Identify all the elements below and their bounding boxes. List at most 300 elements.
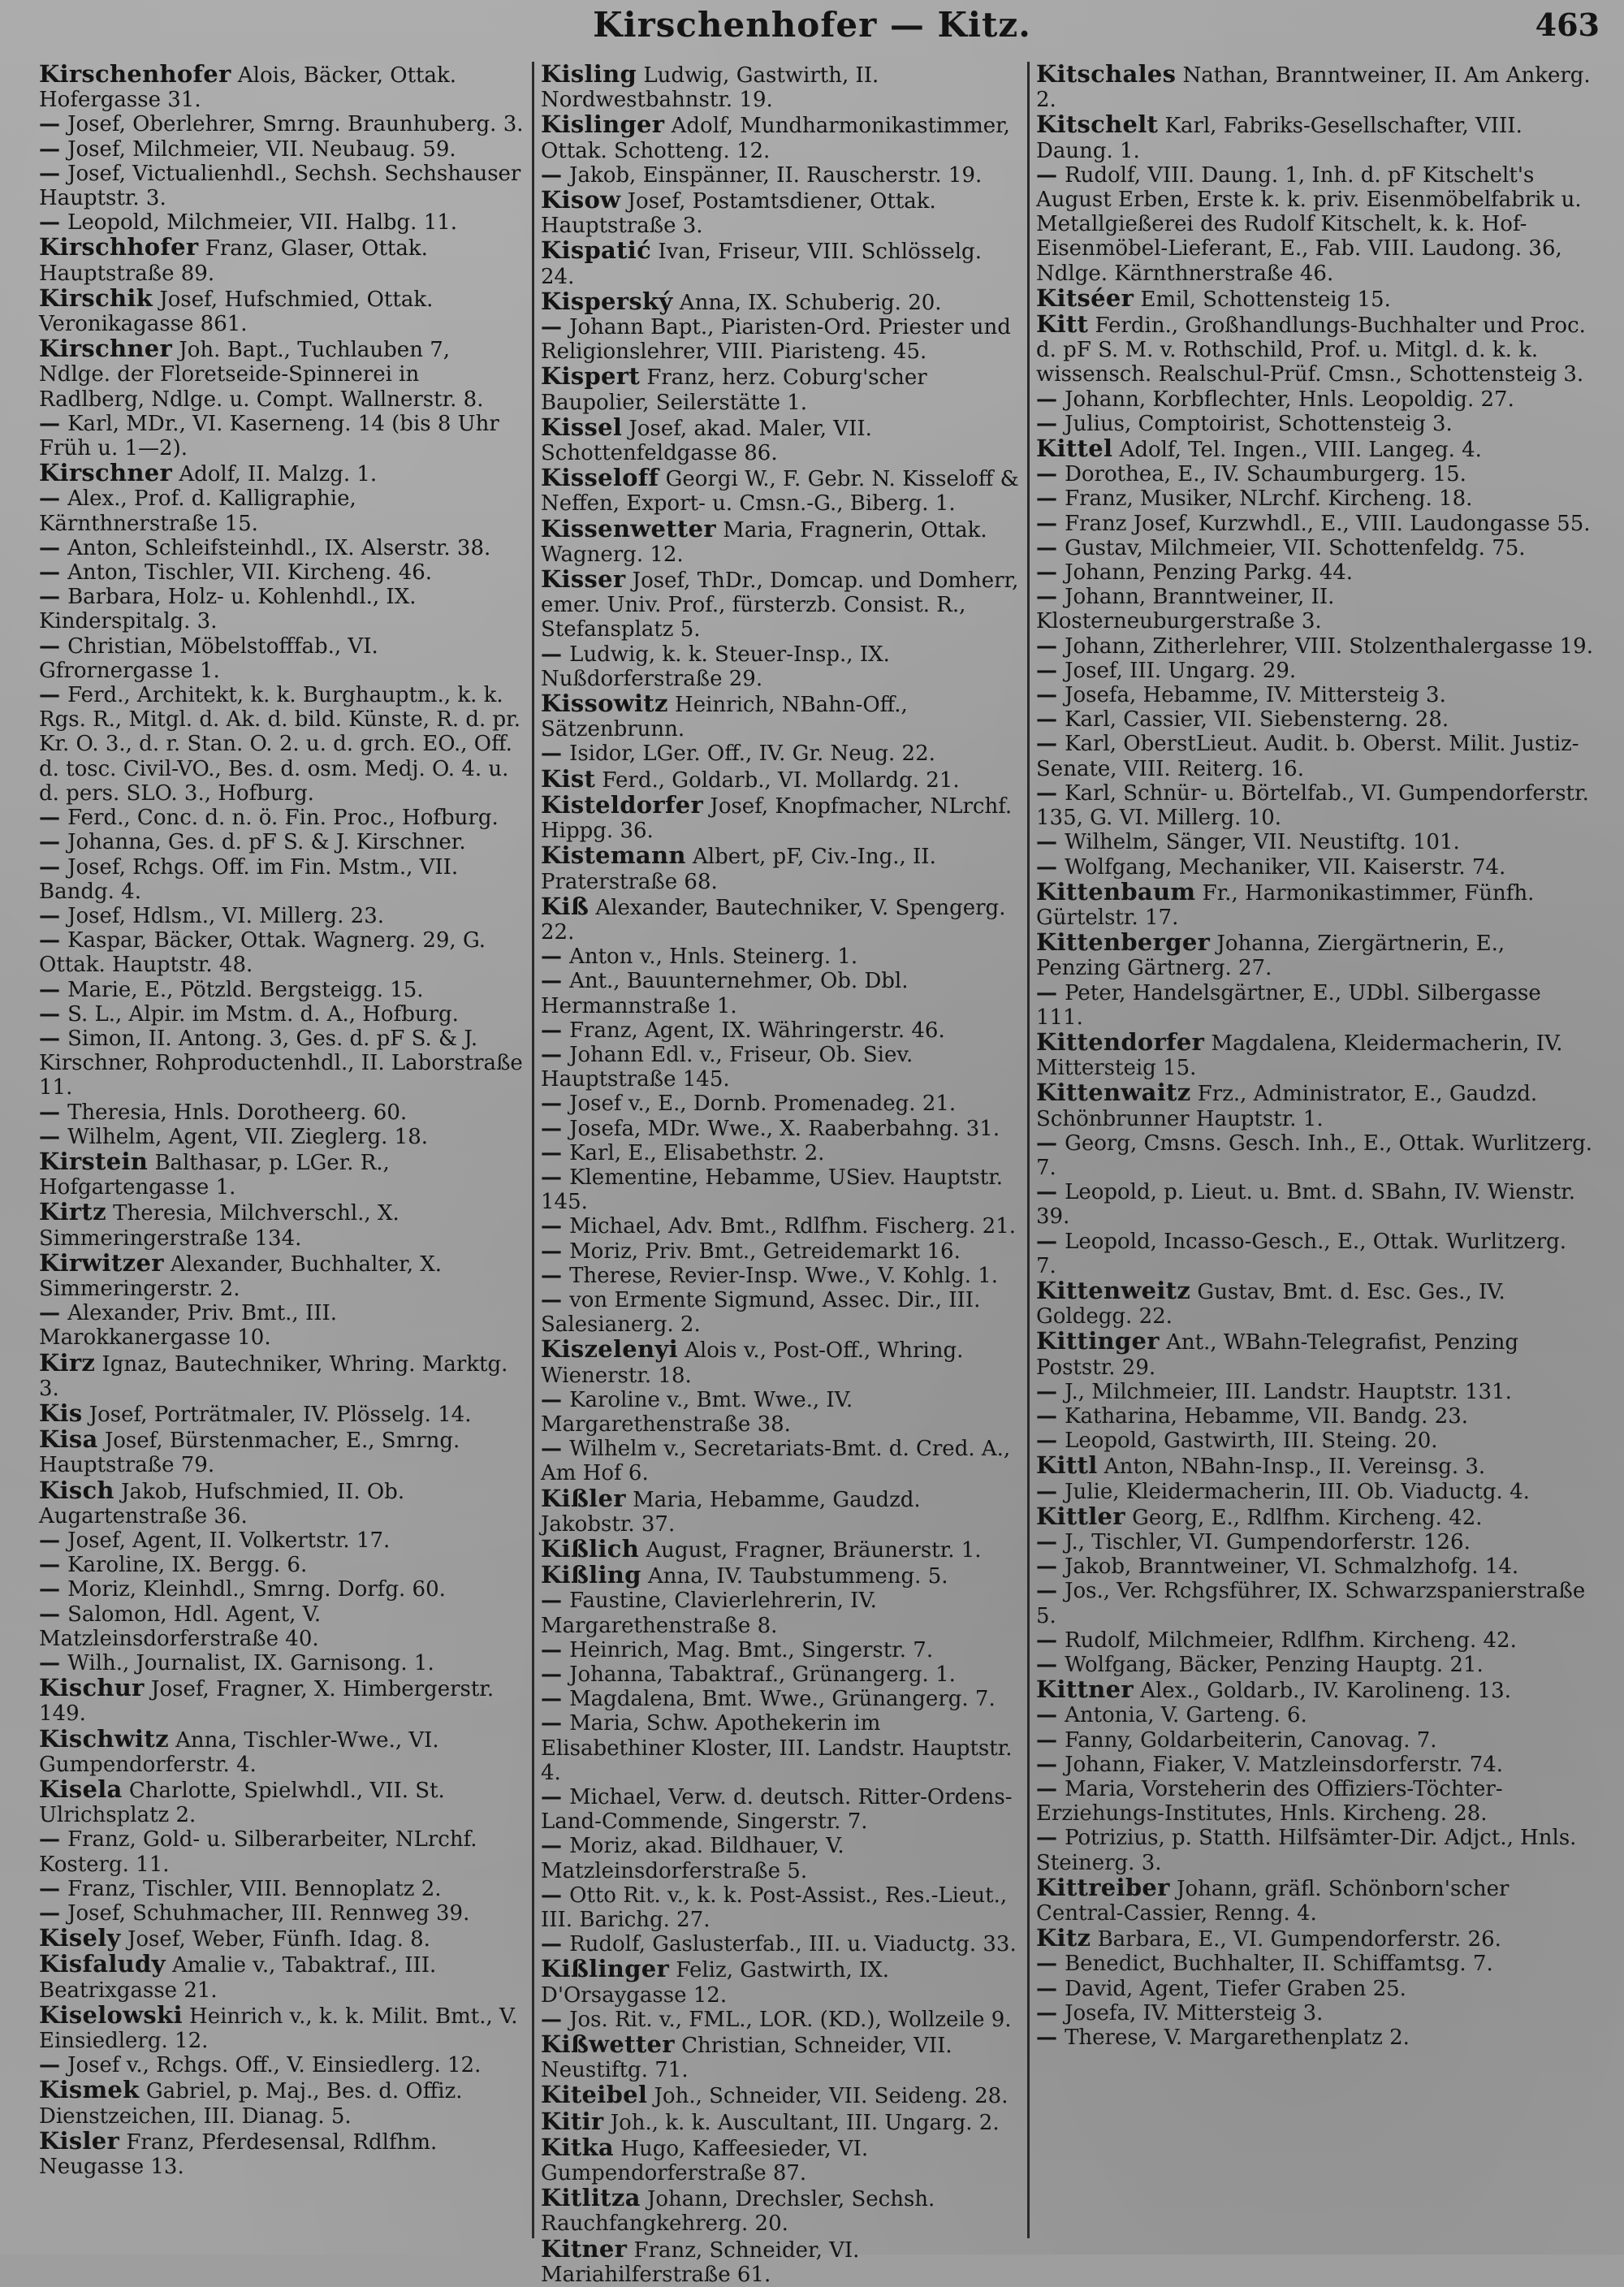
directory-entry xyxy=(39,634,525,683)
directory-entry xyxy=(541,1956,1021,2007)
directory-entry xyxy=(1036,112,1593,162)
directory-entry xyxy=(1036,1230,1593,1278)
entry-details: Franz, Gold- u. Silberarbeiter, NLrchf. Kosterg. 11. xyxy=(39,1827,477,1877)
directory-entry xyxy=(39,137,525,162)
entry-details: Anna, IV. Taubstummeng. 5. xyxy=(648,1564,948,1589)
directory-entry xyxy=(39,1901,525,1926)
entry-details: Franz, Agent, IX. Währingerstr. 46. xyxy=(569,1018,945,1043)
directory-entry xyxy=(39,2053,525,2077)
entry-surname: Kitlitza xyxy=(541,2184,641,2212)
entry-details: Karl, Cassier, VII. Siebensterng. 28. xyxy=(1065,707,1449,733)
directory-entry xyxy=(39,1827,525,1876)
entry-dash: — xyxy=(1036,780,1065,806)
directory-entry xyxy=(39,1125,525,1149)
directory-entry xyxy=(541,1589,1021,1637)
entry-surname: Kisely xyxy=(39,1924,121,1952)
directory-entry xyxy=(1036,1628,1593,1653)
entry-dash: — xyxy=(541,1116,570,1141)
entry-dash: — xyxy=(1036,1131,1065,1156)
directory-entry xyxy=(541,945,1021,969)
entry-details: Johann, Branntweiner, II. Klosterneuburgerstraße 3. xyxy=(1036,585,1335,634)
entry-details: David, Agent, Tiefer Graben 25. xyxy=(1065,1976,1406,2001)
directory-entry xyxy=(39,412,525,460)
entry-surname: Kitschales xyxy=(1036,60,1177,88)
entry-details: Johann Bapt., Piaristen-Ord. Priester und Religionslehrer, VIII. Piaristeng. 45. xyxy=(541,315,1011,365)
directory-entry xyxy=(541,1288,1021,1337)
entry-details: Heinrich, NBahn-Off., Sätzenbrunn. xyxy=(541,693,908,742)
directory-entry xyxy=(541,2109,1021,2135)
directory-entry xyxy=(541,1214,1021,1239)
entry-details: Josef, III. Ungarg. 29. xyxy=(1065,658,1297,683)
entry-details: Johann, Zitherlehrer, VIII. Stolzenthalergasse 19. xyxy=(1065,633,1593,659)
directory-entry xyxy=(39,1926,525,1952)
entry-details: Anton, Schleifsteinhdl., IX. Alserstr. 38. xyxy=(67,535,491,560)
entry-details: Franz, herz. Coburg'scher Baupolier, Seilerstätte 1. xyxy=(541,365,927,415)
entry-details: Gabriel, p. Maj., Bes. d. Offiz. Dienstzeichen, III. Dianag. 5. xyxy=(39,2079,463,2129)
entry-details: Josef, Hdlsm., VI. Millerg. 23. xyxy=(67,903,384,928)
entry-surname: Kisela xyxy=(39,1775,123,1804)
column-3 xyxy=(1027,62,1600,2238)
entry-surname: Kisa xyxy=(39,1425,98,1454)
entry-dash: — xyxy=(1036,486,1065,512)
entry-surname: Kittenbaum xyxy=(1036,877,1196,906)
directory-entry xyxy=(39,235,525,285)
directory-entry xyxy=(541,163,1021,188)
entry-details: J., Tischler, VI. Gumpendorferstr. 126. xyxy=(1065,1529,1471,1554)
directory-entry xyxy=(541,2234,1021,2287)
entry-details: Christian, Möbelstofffab., VI. Gfrornergasse 1. xyxy=(39,633,378,683)
entry-dash: — xyxy=(1036,658,1065,683)
directory-entry xyxy=(541,1486,1021,1537)
entry-surname: Kitka xyxy=(541,2133,615,2161)
entry-dash: — xyxy=(39,1528,68,1553)
entry-dash: — xyxy=(39,854,68,880)
directory-entry xyxy=(541,289,1021,315)
directory-entry xyxy=(1036,163,1593,286)
directory-entry xyxy=(1036,512,1593,536)
directory-entry xyxy=(1036,387,1593,412)
entry-dash: — xyxy=(39,1827,68,1853)
entry-details: Karl, Schnür- u. Börtelfab., VI. Gumpendorferstr. 135, G. VI. Millerg. 10. xyxy=(1036,780,1589,831)
entry-surname: Kittl xyxy=(1036,1451,1098,1480)
entry-details: Therese, V. Margarethenplatz 2. xyxy=(1065,2025,1410,2051)
directory-entry xyxy=(1036,877,1593,930)
entry-dash: — xyxy=(1036,1752,1065,1777)
entry-surname: Kiszelenyi xyxy=(541,1335,678,1364)
directory-entry xyxy=(541,1534,1021,1563)
entry-details: Alois v., Post-Off., Whring. Wienerstr. 18. xyxy=(541,1338,964,1388)
entry-dash: — xyxy=(541,1387,570,1412)
entry-details: Josef, Milchmeier, VII. Neubaug. 59. xyxy=(67,136,456,162)
directory-entry xyxy=(541,2135,1021,2185)
entry-details: Charlotte, Spielwhdl., VII. St. Ulrichsplatz 2. xyxy=(39,1779,445,1828)
entry-details: Ivan, Friseur, VIII. Schlösselg. 24. xyxy=(541,240,982,289)
entry-details: Hugo, Kaffeesieder, VI. Gumpendorferstraße 87. xyxy=(541,2136,869,2186)
entry-surname: Kirstein xyxy=(39,1147,149,1175)
entry-details: Therese, Revier-Insp. Wwe., V. Kohlg. 1. xyxy=(569,1263,999,1288)
entry-details: Magdalena, Kleidermacherin, IV. Mittersteig 15. xyxy=(1036,1031,1563,1081)
entry-surname: Kischwitz xyxy=(39,1724,169,1753)
entry-dash: — xyxy=(39,830,68,855)
directory-entry xyxy=(1036,1080,1593,1131)
entry-details: Jakob, Einspänner, II. Rauscherstr. 19. xyxy=(569,162,983,188)
directory-entry xyxy=(1036,830,1593,854)
entry-surname: Kissel xyxy=(541,413,623,441)
entry-details: Ferd., Goldarb., VI. Mollardg. 21. xyxy=(602,767,960,793)
entry-details: Fanny, Goldarbeiterin, Canovag. 7. xyxy=(1065,1727,1437,1753)
entry-dash: — xyxy=(39,683,68,708)
entry-details: Johanna, Ges. d. pF S. & J. Kirschner. xyxy=(67,830,466,855)
entry-details: Josef, Victualienhdl., Sechsh. Sechshauser Hauptstr. 3. xyxy=(39,161,521,211)
entry-details: Klementine, Hebamme, USiev. Hauptstr. 145. xyxy=(541,1165,1004,1215)
entry-surname: Kirwitzer xyxy=(39,1248,164,1277)
entry-dash: — xyxy=(541,1018,570,1043)
directory-entry xyxy=(39,162,525,210)
entry-details: Leopold, Milchmeier, VII. Halbg. 11. xyxy=(67,210,458,236)
directory-entry xyxy=(1036,1554,1593,1579)
directory-entry xyxy=(541,741,1021,766)
directory-entry xyxy=(39,978,525,1002)
entry-details: Georgi W., F. Gebr. N. Kisseloff & Neffen, Export- u. Cmsn.-G., Biberg. 1. xyxy=(541,467,1019,517)
directory-entry xyxy=(39,1200,525,1250)
directory-entry xyxy=(541,415,1021,465)
entry-dash: — xyxy=(39,486,68,512)
directory-entry xyxy=(39,1528,525,1553)
entry-details: Emil, Schottensteig 15. xyxy=(1140,287,1391,312)
entry-details: Leopold, Incasso-Gesch., E., Ottak. Wurlitzerg. 7. xyxy=(1036,1229,1567,1278)
entry-dash: — xyxy=(541,1165,570,1190)
entry-surname: Kisfaludy xyxy=(39,1950,166,1978)
entry-details: Ludwig, k. k. Steuer-Insp., IX. Nußdorferstraße 29. xyxy=(541,642,890,691)
directory-entry xyxy=(39,928,525,977)
entry-details: Theresia, Milchverschl., X. Simmeringerstraße 134. xyxy=(39,1201,400,1251)
entry-details: Franz, Musiker, NLrchf. Kircheng. 18. xyxy=(1065,486,1473,512)
entry-dash: — xyxy=(1036,387,1065,412)
entry-details: Joh. Bapt., Tuchlauben 7, Ndlge. der Floretseide-Spinnerei in Radlberg, Ndlge. u. Compt. Wallnerstr. 8. xyxy=(39,338,484,412)
directory-entry xyxy=(541,969,1021,1018)
entry-details: Barbara, Holz- u. Kohlenhdl., IX. Kinderspitalg. 3. xyxy=(39,585,417,634)
entry-details: Wilhelm, Agent, VII. Zieglerg. 18. xyxy=(67,1124,429,1149)
entry-dash: — xyxy=(541,1042,570,1067)
directory-entry xyxy=(39,2126,525,2180)
entry-details: Maria, Fragnerin, Ottak. Wagnerg. 12. xyxy=(541,517,987,567)
entry-details: Potrizius, p. Statth. Hilfsämter-Dir. Adjct., Hnls. Steinerg. 3. xyxy=(1036,1826,1577,1875)
directory-entry xyxy=(39,283,525,337)
entry-dash: — xyxy=(1036,1952,1065,1977)
entry-dash: — xyxy=(541,1883,570,1908)
entry-details: Frz., Administrator, E., Gaudzd. Schönbrunner Hauptstr. 1. xyxy=(1036,1082,1538,1131)
entry-dash: — xyxy=(1036,732,1065,757)
directory-entry xyxy=(541,567,1021,642)
directory-entry xyxy=(1036,659,1593,683)
entry-surname: Kittenweitz xyxy=(1036,1276,1191,1304)
directory-entry xyxy=(39,1675,525,1726)
entry-dash: — xyxy=(39,1602,68,1627)
directory-entry xyxy=(39,1248,525,1301)
directory-entry xyxy=(541,1883,1021,1932)
directory-entry xyxy=(541,1711,1021,1785)
entry-details: Josef, Porträtmaler, IV. Plösselg. 14. xyxy=(89,1402,472,1427)
entry-details: Franz, Tischler, VIII. Bennoplatz 2. xyxy=(67,1876,442,1901)
directory-entry xyxy=(541,112,1021,162)
entry-dash: — xyxy=(1036,1403,1065,1429)
entry-details: Rudolf, Gaslusterfab., III. u. Viaductg. 33. xyxy=(569,1932,1017,1957)
entry-dash: — xyxy=(39,1651,68,1675)
entry-details: Joh., Schneider, VII. Seideng. 28. xyxy=(654,2084,1009,2109)
entry-details: Gustav, Bmt. d. Esc. Ges., IV. Goldegg. 22. xyxy=(1036,1279,1505,1329)
entry-dash: — xyxy=(1036,462,1065,487)
entry-details: Josef v., Rchgs. Off., V. Einsiedlerg. 12. xyxy=(67,2053,482,2078)
entry-surname: Kissowitz xyxy=(541,690,668,718)
directory-entry xyxy=(541,188,1021,238)
entry-details: Ant., Bauunternehmer, Ob. Dbl. Hermannstraße 1. xyxy=(541,969,909,1018)
entry-details: Karl, Fabriks-Gesellschafter, VIII. Daung. 1. xyxy=(1036,114,1522,163)
entry-details: Georg, E., Rdlfhm. Kircheng. 42. xyxy=(1132,1505,1483,1530)
entry-dash: — xyxy=(39,210,68,236)
entry-dash: — xyxy=(1036,1479,1065,1504)
directory-entry xyxy=(39,1478,525,1528)
entry-dash: — xyxy=(39,411,68,436)
directory-entry xyxy=(1036,1429,1593,1453)
entry-details: Ferd., Architekt, k. k. Burghauptm., k. k. Rgs. R., Mitgl. d. Ak. d. bild. Künste, R. d. pr. Kr. O. 3., d. r. Stan. O. 2. u. d. grch. EO., Off. d. tosc. Civil-VO., Bes. d. osm. Medj. O. 4. u. d. pers. SLO. 3., Hofburg. xyxy=(39,683,520,806)
entry-details: Julie, Kleidermacherin, III. Ob. Viaductg. 4. xyxy=(1065,1479,1530,1504)
entry-surname: Kittner xyxy=(1036,1675,1134,1704)
entry-details: Anna, Tischler-Wwe., VI. Gumpendorferstr. 4. xyxy=(39,1727,439,1777)
entry-dash: — xyxy=(541,642,570,667)
entry-details: Josefa, IV. Mittersteig 3. xyxy=(1065,2000,1324,2025)
page-header xyxy=(0,2,1624,54)
entry-dash: — xyxy=(1036,2000,1065,2025)
entry-details: Benedict, Buchhalter, II. Schiffamtsg. 7. xyxy=(1065,1952,1493,1977)
directory-entry xyxy=(541,2008,1021,2032)
directory-entry xyxy=(1036,1926,1593,1952)
directory-entry xyxy=(1036,462,1593,486)
entry-dash: — xyxy=(39,2053,68,2078)
directory-entry xyxy=(1036,1677,1593,1703)
entry-surname: Kißwetter xyxy=(541,2030,675,2059)
entry-surname: Kisch xyxy=(39,1476,114,1504)
directory-entry xyxy=(1036,1777,1593,1826)
entry-dash: — xyxy=(1036,411,1065,436)
entry-details: Salomon, Hdl. Agent, V. Matzleinsdorferstraße 40. xyxy=(39,1602,322,1651)
entry-surname: Kiß xyxy=(541,892,590,920)
directory-entry xyxy=(39,830,525,854)
entry-details: Barbara, E., VI. Gumpendorferstr. 26. xyxy=(1097,1927,1501,1952)
directory-entry xyxy=(541,894,1021,945)
entry-surname: Kitt xyxy=(1036,310,1089,339)
entry-surname: Kirschner xyxy=(39,459,173,487)
entry-details: Ferdin., Großhandlungs-Buchhalter und Proc. d. pF S. M. v. Rothschild, Prof. u. Mitgl. d. k. k. wissensch. Realschul-Prüf. Cmsn., Schottensteig 3. xyxy=(1036,313,1586,387)
entry-details: Balthasar, p. LGer. R., Hofgartengasse 1. xyxy=(39,1150,390,1200)
directory-entry xyxy=(541,764,1021,793)
directory-entry xyxy=(541,1687,1021,1711)
entry-details: Wolfgang, Bäcker, Penzing Hauptg. 21. xyxy=(1065,1653,1484,1677)
entry-surname: Kisow xyxy=(541,186,621,214)
entry-details: Anton, Tischler, VII. Kircheng. 46. xyxy=(67,560,433,586)
entry-details: August, Fragner, Bräunerstr. 1. xyxy=(646,1537,982,1563)
directory-entry xyxy=(1036,486,1593,511)
entry-surname: Kißlinger xyxy=(541,1955,670,1983)
entry-details: Maria, Vorsteherin des Offiziers-Töchter-Erziehungs-Institutes, Hnls. Kircheng. 28. xyxy=(1036,1777,1503,1827)
entry-dash: — xyxy=(1036,1703,1065,1728)
entry-dash: — xyxy=(1036,1976,1065,2001)
entry-details: Josef, Hufschmied, Ottak. Veronikagasse 861. xyxy=(39,287,434,337)
entry-details: Josef, ThDr., Domcap. und Domherr, emer. Univ. Prof., fürsterzb. Consist. R., Stefansplatz 5. xyxy=(541,569,1019,642)
entry-details: Wilh., Journalist, IX. Garnisong. 1. xyxy=(67,1651,434,1675)
directory-entry xyxy=(39,486,525,535)
entry-details: Gustav, Milchmeier, VII. Schottenfeldg. 75. xyxy=(1065,535,1526,560)
directory-entry xyxy=(541,2082,1021,2108)
entry-surname: Kisling xyxy=(541,60,637,88)
entry-details: Adolf, Mundharmonikastimmer, Ottak. Schotteng. 12. xyxy=(541,114,1010,163)
entry-details: Wilhelm, Sänger, VII. Neustiftg. 101. xyxy=(1065,830,1460,855)
directory-entry xyxy=(1036,1826,1593,1874)
entry-surname: Kiselowski xyxy=(39,2000,183,2029)
entry-dash: — xyxy=(1036,511,1065,536)
entry-details: Michael, Verw. d. deutsch. Ritter-Ordens-Land-Commende, Singerstr. 7. xyxy=(541,1785,1013,1835)
directory-entry xyxy=(541,1337,1021,1387)
entry-details: Karoline, IX. Bergg. 6. xyxy=(67,1553,308,1578)
directory-entry xyxy=(1036,560,1593,585)
directory-entry xyxy=(541,1932,1021,1956)
entry-dash: — xyxy=(541,1239,570,1264)
entry-details: Dorothea, E., IV. Schaumburgerg. 15. xyxy=(1065,462,1466,487)
entry-details: Amalie v., Tabaktraf., III. Beatrixgasse 21. xyxy=(39,1953,437,2003)
directory-entry xyxy=(541,843,1021,893)
entry-dash: — xyxy=(1036,980,1065,1005)
text-columns xyxy=(32,60,1600,2287)
entry-details: Moriz, Priv. Bmt., Getreidemarkt 16. xyxy=(569,1239,961,1264)
directory-entry xyxy=(1036,585,1593,633)
entry-details: Wilhelm v., Secretariats-Bmt. d. Cred. A., Am Hof 6. xyxy=(541,1437,1011,1486)
entry-dash: — xyxy=(1036,707,1065,733)
entry-surname: Kittenberger xyxy=(1036,928,1211,957)
entry-details: Josef, Postamtsdiener, Ottak. Hauptstraße 3. xyxy=(541,189,936,239)
entry-details: Julius, Comptoirist, Schottensteig 3. xyxy=(1065,411,1453,436)
entry-surname: Kistemann xyxy=(541,841,686,870)
directory-entry xyxy=(39,585,525,633)
entry-details: Antonia, V. Garteng. 6. xyxy=(1065,1703,1307,1728)
directory-entry xyxy=(39,2077,525,2128)
entry-details: von Ermente Sigmund, Assec. Dir., III. Salesianerg. 2. xyxy=(541,1287,981,1338)
entry-surname: Kirschhofer xyxy=(39,233,199,262)
entry-details: Johann, gräfl. Schönborn'scher Central-Cassier, Renng. 4. xyxy=(1036,1876,1510,1926)
entry-details: Josef, Rchgs. Off. im Fin. Mstm., VII. Bandg. 4. xyxy=(39,854,459,904)
directory-entry xyxy=(1036,1480,1593,1504)
entry-details: Georg, Cmsns. Gesch. Inh., E., Ottak. Wurlitzerg. 7. xyxy=(1036,1131,1592,1180)
entry-surname: Kißler xyxy=(541,1484,626,1512)
entry-surname: Kischur xyxy=(39,1674,145,1702)
entry-dash: — xyxy=(39,1876,68,1901)
entry-surname: Kirz xyxy=(39,1348,96,1377)
directory-entry xyxy=(39,560,525,585)
entry-surname: Kislinger xyxy=(541,110,665,139)
entry-details: Johann Edl. v., Friseur, Ob. Siev. Hauptstraße 145. xyxy=(541,1042,914,1092)
entry-details: Marie, E., Pötzld. Bergsteigg. 15. xyxy=(67,977,424,1002)
entry-surname: Kispatić xyxy=(541,236,652,265)
directory-entry xyxy=(39,806,525,830)
directory-entry xyxy=(541,1437,1021,1485)
entry-dash: — xyxy=(39,136,68,162)
directory-entry xyxy=(39,1724,525,1777)
entry-details: Alois, Bäcker, Ottak. Hofergasse 31. xyxy=(39,63,456,113)
entry-details: Michael, Adv. Bmt., Rdlfhm. Fischerg. 21. xyxy=(569,1214,1017,1239)
entry-details: Nathan, Branntweiner, II. Am Ankerg. 2. xyxy=(1036,63,1591,113)
directory-entry xyxy=(1036,2025,1593,2050)
entry-dash: — xyxy=(39,928,68,953)
entry-dash: — xyxy=(541,1437,570,1462)
entry-dash: — xyxy=(1036,1229,1065,1254)
entry-surname: Kist xyxy=(541,764,596,793)
directory-entry xyxy=(1036,1703,1593,1727)
entry-details: Adolf, Tel. Ingen., VIII. Langeg. 4. xyxy=(1119,438,1482,463)
directory-entry xyxy=(39,112,525,136)
entry-surname: Kittreiber xyxy=(1036,1873,1170,1901)
directory-entry xyxy=(1036,283,1593,312)
entry-surname: Kittel xyxy=(1036,434,1113,463)
entry-details: Johann, Fiaker, V. Matzleinsdorferstr. 74. xyxy=(1065,1752,1504,1777)
directory-entry xyxy=(1036,436,1593,462)
entry-surname: Kispert xyxy=(541,362,641,391)
entry-details: Johann, Korbflechter, Hnls. Leopoldig. 27. xyxy=(1065,387,1514,412)
entry-surname: Kittler xyxy=(1036,1502,1125,1530)
entry-details: Moriz, akad. Bildhauer, V. Matzleinsdorferstraße 5. xyxy=(541,1834,844,1883)
entry-details: Josefa, MDr. Wwe., X. Raaberbahng. 31. xyxy=(569,1116,1000,1141)
entry-dash: — xyxy=(1036,560,1065,586)
entry-dash: — xyxy=(39,535,68,560)
entry-surname: Kitz xyxy=(1036,1924,1091,1952)
directory-entry xyxy=(541,1264,1021,1288)
entry-surname: Kirschner xyxy=(39,335,173,363)
directory-entry xyxy=(1036,1952,1593,1976)
entry-dash: — xyxy=(541,162,570,188)
entry-details: Leopold, p. Lieut. u. Bmt. d. SBahn, IV. Wienstr. 39. xyxy=(1036,1180,1576,1230)
entry-dash: — xyxy=(541,969,570,994)
entry-details: Isidor, LGer. Off., IV. Gr. Neug. 22. xyxy=(569,741,935,767)
entry-details: Jos. Rit. v., FML., LOR. (KD.), Wollzeile 9. xyxy=(569,2007,1012,2032)
entry-details: Ludwig, Gastwirth, II. Nordwestbahnstr. 19. xyxy=(541,63,879,113)
directory-entry xyxy=(1036,1453,1593,1479)
directory-entry xyxy=(39,1877,525,1901)
entry-dash: — xyxy=(39,1001,68,1027)
entry-dash: — xyxy=(541,945,570,970)
entry-surname: Kitir xyxy=(541,2107,604,2135)
directory-entry xyxy=(1036,683,1593,707)
entry-surname: Kitschelt xyxy=(1036,110,1159,139)
entry-surname: Kißlich xyxy=(541,1534,640,1563)
directory-entry xyxy=(39,1027,525,1100)
entry-details: Josef, Schuhmacher, III. Rennweg 39. xyxy=(67,1901,470,1926)
entry-details: Leopold, Gastwirth, III. Steing. 20. xyxy=(1065,1429,1438,1454)
entry-details: Josef, Oberlehrer, Smrng. Braunhuberg. 3. xyxy=(67,112,524,137)
directory-entry xyxy=(541,691,1021,741)
directory-entry xyxy=(39,904,525,928)
directory-entry xyxy=(39,460,525,486)
entry-dash: — xyxy=(541,1785,570,1810)
entry-dash: — xyxy=(39,560,68,586)
entry-surname: Kittenwaitz xyxy=(1036,1079,1191,1107)
directory-entry xyxy=(541,1662,1021,1687)
directory-entry xyxy=(541,364,1021,414)
entry-dash: — xyxy=(541,1834,570,1859)
entry-details: Alexander, Priv. Bmt., III. Marokkanergasse 10. xyxy=(39,1301,338,1351)
directory-entry xyxy=(39,1553,525,1577)
entry-details: Christian, Schneider, VII. Neustiftg. 71. xyxy=(541,2034,952,2083)
directory-entry xyxy=(541,1239,1021,1264)
entry-surname: Kitséer xyxy=(1036,283,1134,312)
entry-details: Josef, Fragner, X. Himbergerstr. 149. xyxy=(39,1677,495,1727)
entry-surname: Kittinger xyxy=(1036,1327,1160,1355)
